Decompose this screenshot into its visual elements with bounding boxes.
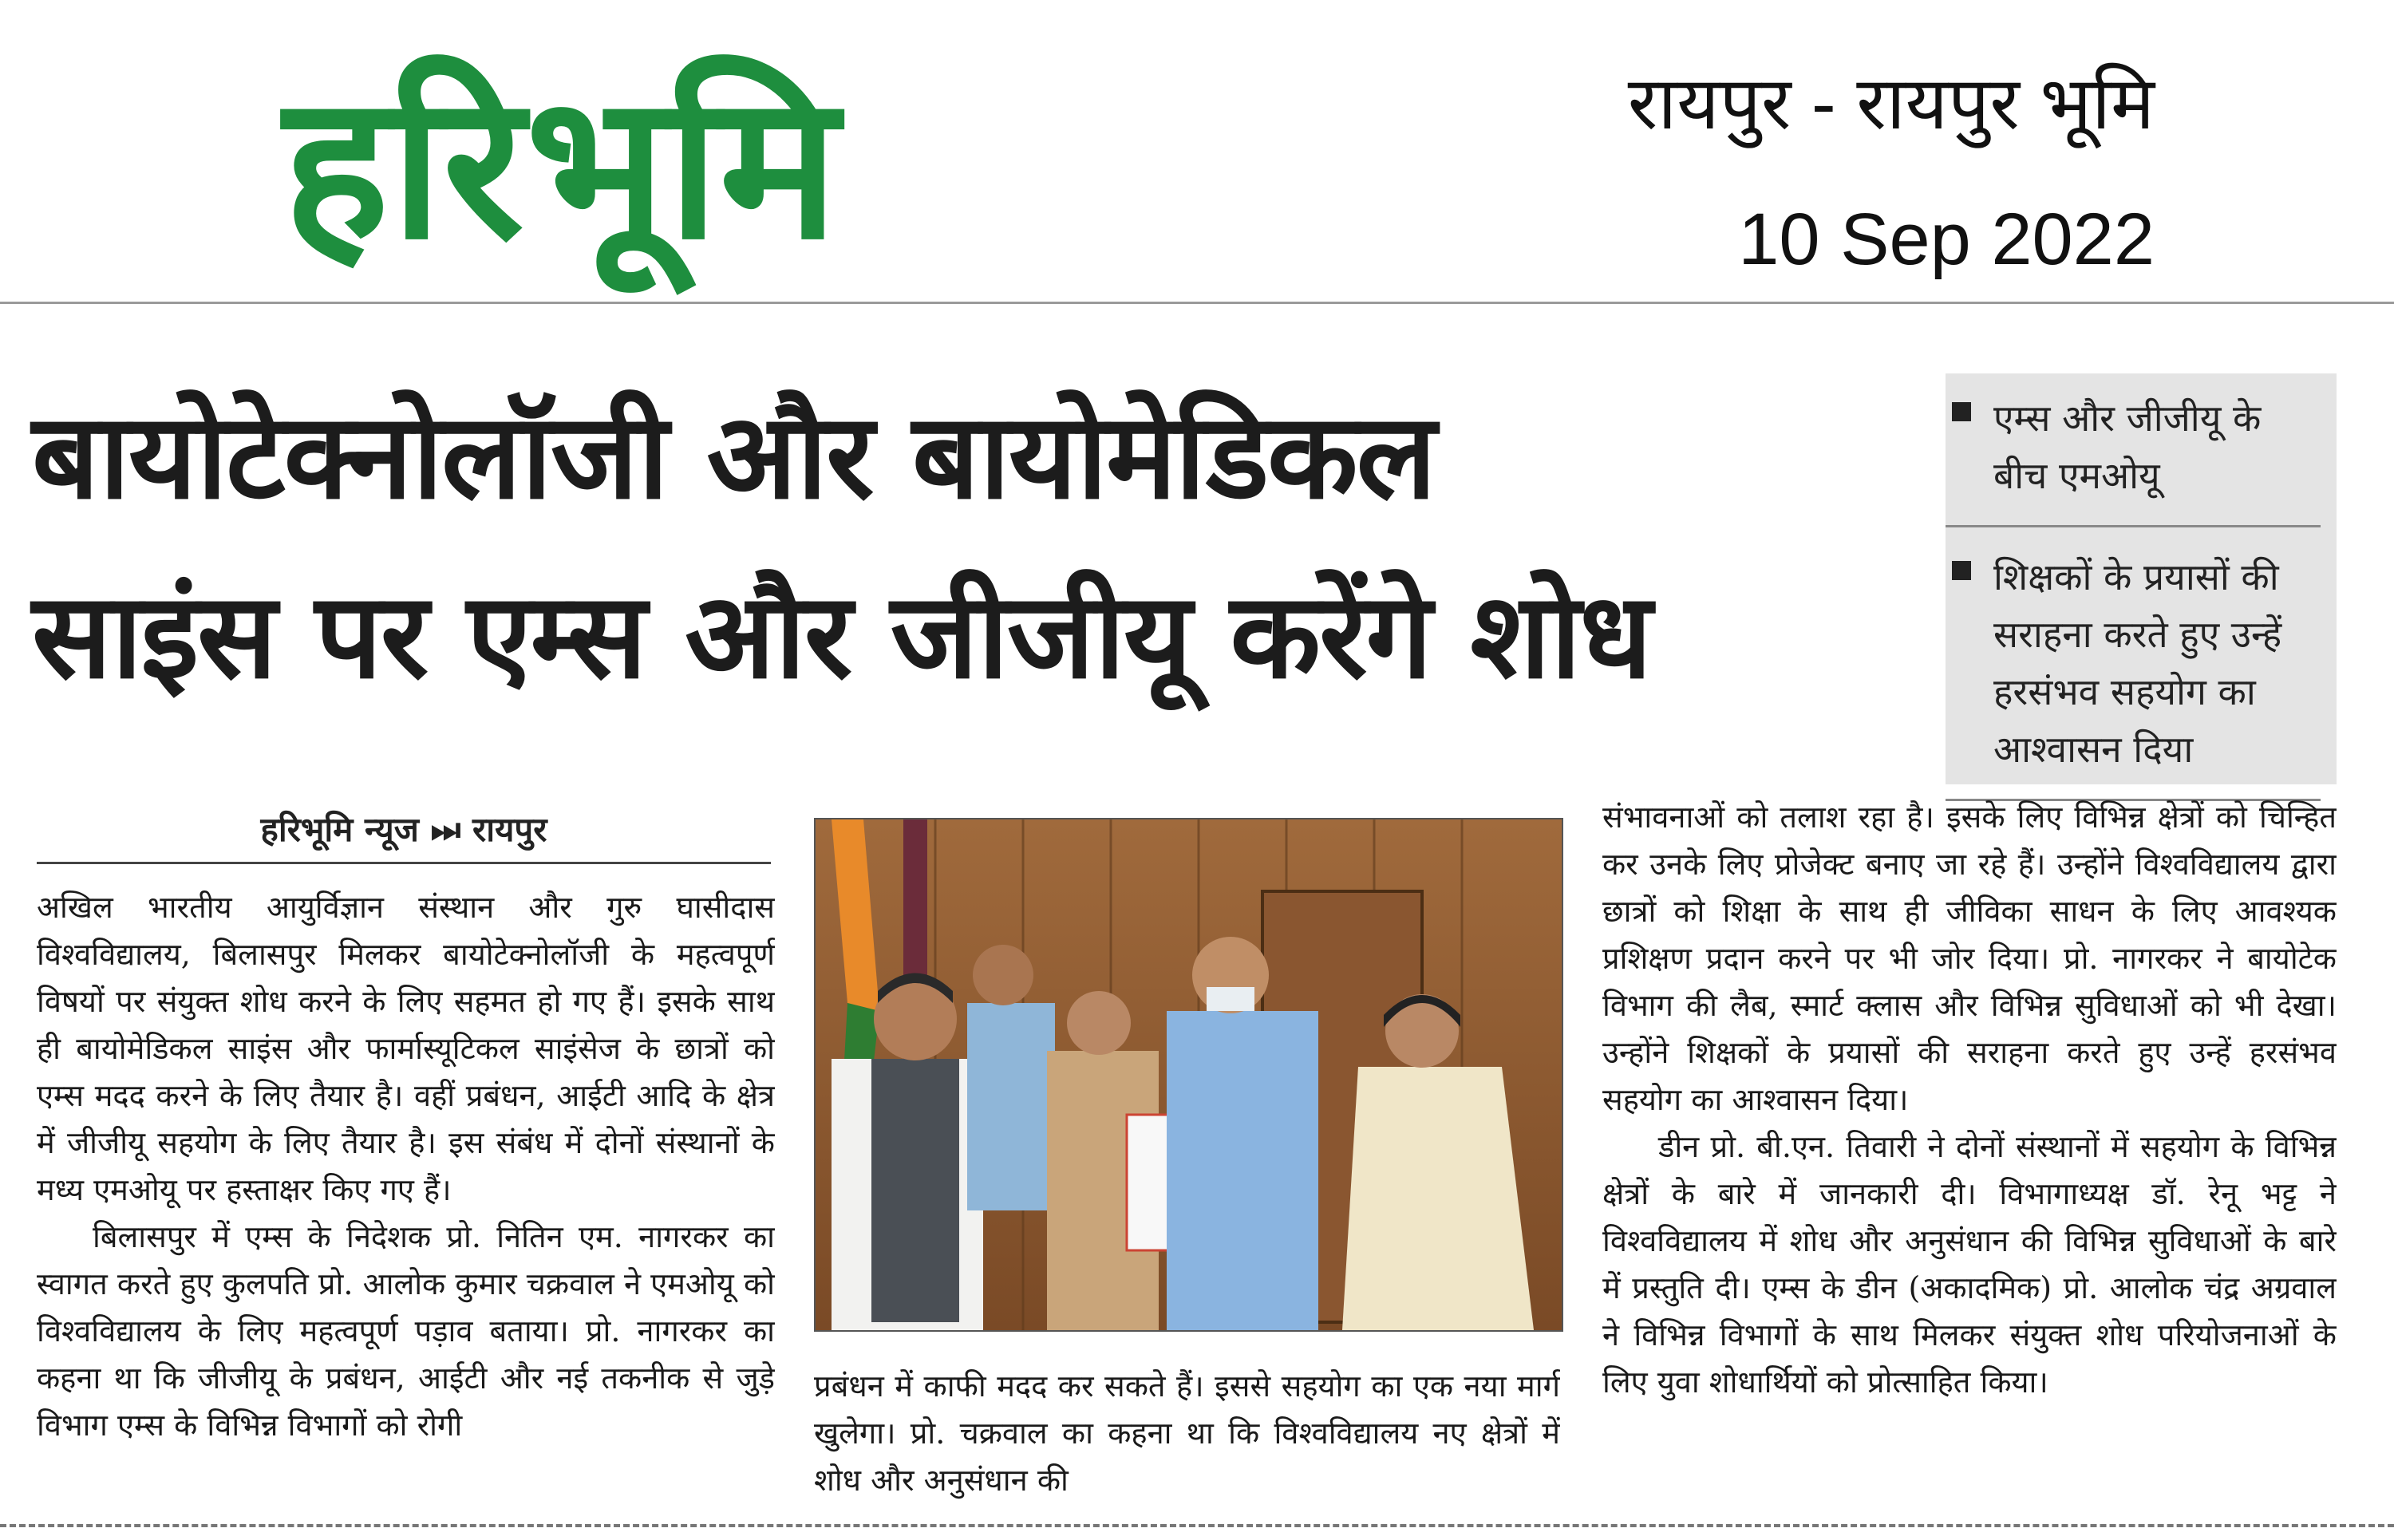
byline (37, 806, 771, 851)
byline-city: रायपुर (472, 810, 547, 849)
byline-source: हरिभूमि न्यूज (260, 810, 419, 849)
paragraph: अखिल भारतीय आयुर्विज्ञान संस्थान और गुरु घासीदास विश्वविद्यालय, बिलासपुर मिलकर बायोटेक्नोलॉजी के महत्वपूर्ण विषयों पर संयुक्त शोध करने के लिए सहमत हो गए हैं। इसके साथ ही बायोमेडिकल साइंस और फार्मास्यूटिकल साइंसेज के छात्रों को एम्स मदद करने के लिए तैयार है। वहीं प्रबंधन, आईटी आदि के क्षेत्र में जीजीयू सहयोग के लिए तैयार है। इस संबंध में दोनों संस्थानों के मध्य एमओयू पर हस्ताक्षर किए गए हैं। (37, 890, 775, 1207)
square-bullet-icon (1952, 402, 1971, 421)
paragraph: बिलासपुर में एम्स के निदेशक प्रो. नितिन एम. नागरकर का स्वागत करते हुए कुलपति प्रो. आलोक कुमार चक्रवाल ने एमओयू को विश्वविद्यालय के लिए महत्वपूर्ण पड़ाव बताया। प्रो. नागरकर का कहना था कि जीजीयू के प्रबंधन, आईटी और नई तकनीक से जुड़े विभाग एम्स के विभिन्न विभागों को रोगी (37, 1219, 775, 1443)
edition-label: रायपुर - रायपुर भूमि (1627, 63, 2155, 144)
headline-line-1: बायोटेक्नोलॉजी और बायोमेडिकल (32, 388, 1436, 525)
highlights-box (1946, 373, 2337, 784)
paragraph: प्रबंधन में काफी मदद कर सकते हैं। इससे सहयोग का एक नया मार्ग खुलेगा। प्रो. चक्रवाल का कहना था कि विश्वविद्यालय नए क्षेत्रों में शोध और अनुसंधान की (814, 1368, 1560, 1498)
masthead (0, 0, 2394, 303)
highlight-item (1946, 540, 2321, 801)
article-column-3 (1602, 794, 2337, 1512)
highlight-text: शिक्षकों के प्रयासों की सराहना करते हुए उन्हें हरसंभव सहयोग का आश्वासन दिया (1993, 555, 2282, 771)
masthead-divider (0, 302, 2394, 304)
square-bullet-icon (1952, 561, 1971, 580)
article-column-2 (814, 1363, 1560, 1514)
article-headline (32, 367, 1947, 726)
article-column-1 (37, 884, 775, 1506)
highlight-item (1946, 381, 2321, 527)
byline-divider (37, 862, 771, 864)
headline-line-2: साइंस पर एम्स और जीजीयू करेंगे शोध (32, 567, 1651, 705)
paragraph: संभावनाओं को तलाश रहा है। इसके लिए विभिन्न क्षेत्रों को चिन्हित कर उनके लिए प्रोजेक्ट बनाए जा रहे हैं। उन्होंने विश्वविद्यालय द्वारा छात्रों को शिक्षा के साथ ही जीविका साधन के लिए आवश्यक प्रशिक्षण प्रदान करने पर भी जोर दिया। प्रो. नागरकर ने बायोटेक विभाग की लैब, स्मार्ट क्लास और विभिन्न सुविधाओं को भी देखा। उन्होंने शिक्षकों के प्रयासों की सराहना करते हुए उन्हें हरसंभव सहयोग का आश्वासन दिया। (1602, 800, 2337, 1117)
publication-date: 10 Sep 2022 (1738, 199, 2155, 280)
highlight-text: एम्स और जीजीयू के बीच एमओयू (1993, 397, 2262, 497)
fast-forward-icon: ⏭ (430, 810, 461, 849)
newspaper-logo: हरिभूमि (283, 51, 840, 283)
paragraph: डीन प्रो. बी.एन. तिवारी ने दोनों संस्थानों में सहयोग के विभिन्न क्षेत्रों के बारे में जानकारी दी। विभागाध्यक्ष डॉ. रेनू भट्ट ने विश्वविद्यालय में शोध और अनुसंधान की विभिन्न सुविधाओं के बारे में प्रस्तुति दी। एम्स के डीन (अकादमिक) प्रो. आलोक चंद्र अग्रवाल ने विभिन्न विभागों के साथ मिलकर संयुक्त शोध परियोजनाओं के लिए युवा शोधार्थियों को प्रोत्साहित किया। (1602, 1129, 2337, 1400)
mou-signing-photo (816, 819, 1562, 1330)
article-photo (814, 818, 1563, 1332)
bottom-dashed-divider (0, 1524, 2394, 1527)
